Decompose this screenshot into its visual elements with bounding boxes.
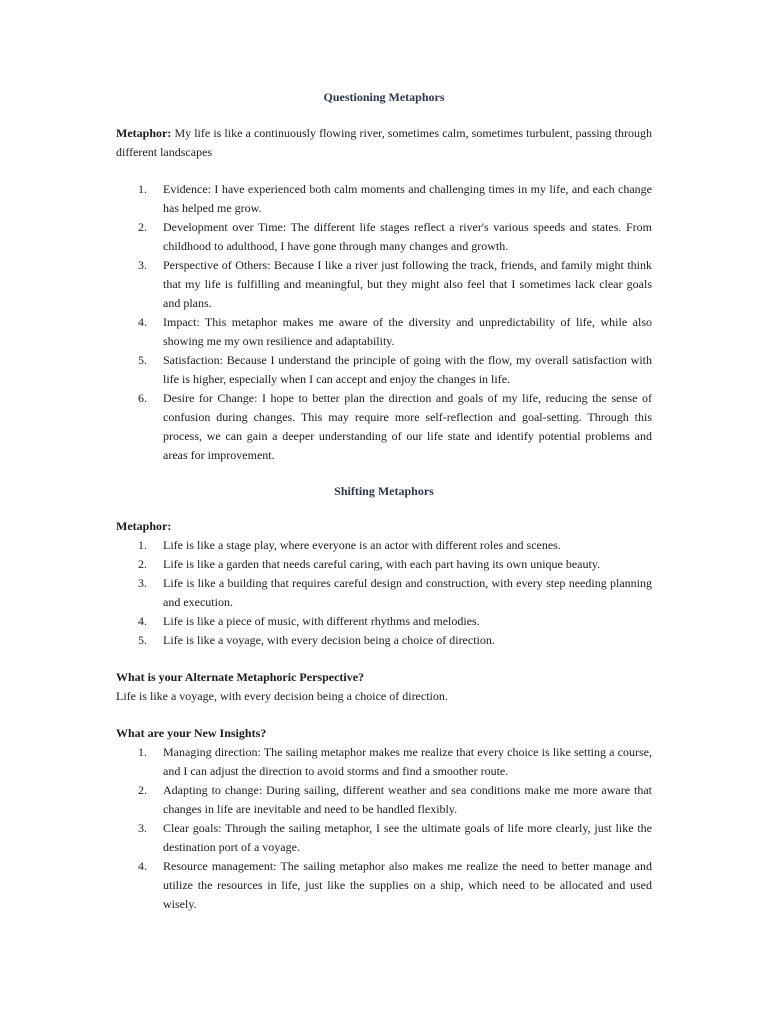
list-item: 2. Adapting to change: During sailing, different weather and sea conditions make me more aware that changes in life are inevitable and need to be handled flexibly.: [138, 783, 652, 816]
list-item-text: Life is like a garden that needs careful caring, with each part having its own unique beauty.: [163, 557, 601, 571]
list-item: 2. Life is like a garden that needs careful caring, with each part having its own unique beauty.: [138, 557, 601, 571]
list-item-text: Life is like a building that requires careful design and construction, with every step needing planning and execution.: [163, 576, 652, 609]
list-item-text: Satisfaction: Because I understand the principle of going with the flow, my overall satisfaction with life is higher, especially when I can accept and enjoy the changes in life.: [163, 353, 652, 386]
list-item: 1. Managing direction: The sailing metaphor makes me realize that every choice is like setting a course, and I can adjust the direction to avoid storms and find a smoother route.: [138, 745, 652, 778]
alternate-perspective-text: Life is like a voyage, with every decision being a choice of direction.: [116, 689, 448, 703]
list-item: 2. Development over Time: The different life stages reflect a river's various speeds and states. From childhood to adulthood, I have gone through many changes and growth.: [138, 220, 652, 253]
shifting-list: [116, 536, 652, 650]
list-item-text: Life is like a piece of music, with different rhythms and melodies.: [163, 614, 480, 628]
list-item-text: Evidence: I have experienced both calm moments and challenging times in my life, and each change has helped me grow.: [163, 182, 652, 215]
list-item: 3. Perspective of Others: Because I like a river just following the track, friends, and family might think that my life is fulfilling and meaningful, but they might also feel that I sometimes lack clear goals and plans.: [138, 258, 652, 310]
metaphor-text: My life is like a continuously flowing river, sometimes calm, sometimes turbulent, passing through different landscapes: [116, 126, 652, 159]
list-item: 1. Evidence: I have experienced both calm moments and challenging times in my life, and each change has helped me grow.: [138, 182, 652, 215]
list-item: 3. Clear goals: Through the sailing metaphor, I see the ultimate goals of life more clearly, just like the destination port of a voyage.: [138, 821, 652, 854]
list-item-text: Perspective of Others: Because I like a river just following the track, friends, and family might think that my life is fulfilling and meaningful, but they might also feel that I sometimes lack clear goals and plans.: [163, 258, 652, 310]
questioning-metaphors-title: Questioning Metaphors: [323, 90, 445, 104]
new-insights-heading: What are your New Insights?: [116, 726, 267, 740]
list-item-text: Life is like a voyage, with every decision being a choice of direction.: [163, 633, 495, 647]
list-item: 5. Satisfaction: Because I understand the principle of going with the flow, my overall satisfaction with life is higher, especially when I can accept and enjoy the changes in life.: [138, 353, 652, 386]
list-item-text: Development over Time: The different life stages reflect a river's various speeds and states. From childhood to adulthood, I have gone through many changes and growth.: [163, 220, 652, 253]
list-item: 4. Resource management: The sailing metaphor also makes me realize the need to better manage and utilize the resources in life, just like the supplies on a ship, which need to be allocated and used wisely.: [138, 859, 652, 911]
shifting-metaphors-title: Shifting Metaphors: [334, 484, 434, 498]
list-item: 4. Life is like a piece of music, with different rhythms and melodies.: [138, 614, 480, 628]
list-item-text: Impact: This metaphor makes me aware of the diversity and unpredictability of life, while also showing me my own resilience and adaptability.: [163, 315, 652, 348]
list-item: 1. Life is like a stage play, where everyone is an actor with different roles and scenes.: [138, 538, 561, 552]
list-item: 6. Desire for Change: I hope to better plan the direction and goals of my life, reducing the sense of confusion during changes. This may require more self-reflection and goal-setting. Through this process, we can gain a deeper understanding of our life state and identify potential problems and areas for improvement.: [138, 391, 652, 462]
list-item-text: Clear goals: Through the sailing metaphor, I see the ultimate goals of life more clearly, just like the destination port of a voyage.: [163, 821, 652, 854]
list-item-text: Adapting to change: During sailing, different weather and sea conditions make me more aware that changes in life are inevitable and need to be handled flexibly.: [163, 783, 652, 816]
list-item-text: Desire for Change: I hope to better plan the direction and goals of my life, reducing the sense of confusion during changes. This may require more self-reflection and goal-setting. Through this process, we can gain a deeper understanding of our life state and identify potential problems and areas for improvement.: [163, 391, 652, 462]
shifting-metaphor-label: Metaphor:: [116, 519, 172, 533]
metaphor-label: Metaphor:: [116, 126, 172, 140]
list-item-text: Life is like a stage play, where everyone is an actor with different roles and scenes.: [163, 538, 561, 552]
list-item: 4. Impact: This metaphor makes me aware of the diversity and unpredictability of life, while also showing me my own resilience and adaptability.: [138, 315, 652, 348]
list-item-text: Managing direction: The sailing metaphor makes me realize that every choice is like setting a course, and I can adjust the direction to avoid storms and find a smoother route.: [163, 745, 652, 778]
insights-list: [116, 743, 652, 914]
questioning-metaphor-paragraph: [116, 124, 652, 162]
list-item: 5. Life is like a voyage, with every decision being a choice of direction.: [138, 633, 495, 647]
alternate-perspective-heading: What is your Alternate Metaphoric Perspective?: [116, 670, 365, 684]
questioning-list: [116, 180, 652, 465]
list-item: 3. Life is like a building that requires careful design and construction, with every step needing planning and execution.: [138, 576, 652, 609]
list-item-text: Resource management: The sailing metaphor also makes me realize the need to better manage and utilize the resources in life, just like the supplies on a ship, which need to be allocated and used wisely.: [163, 859, 652, 911]
